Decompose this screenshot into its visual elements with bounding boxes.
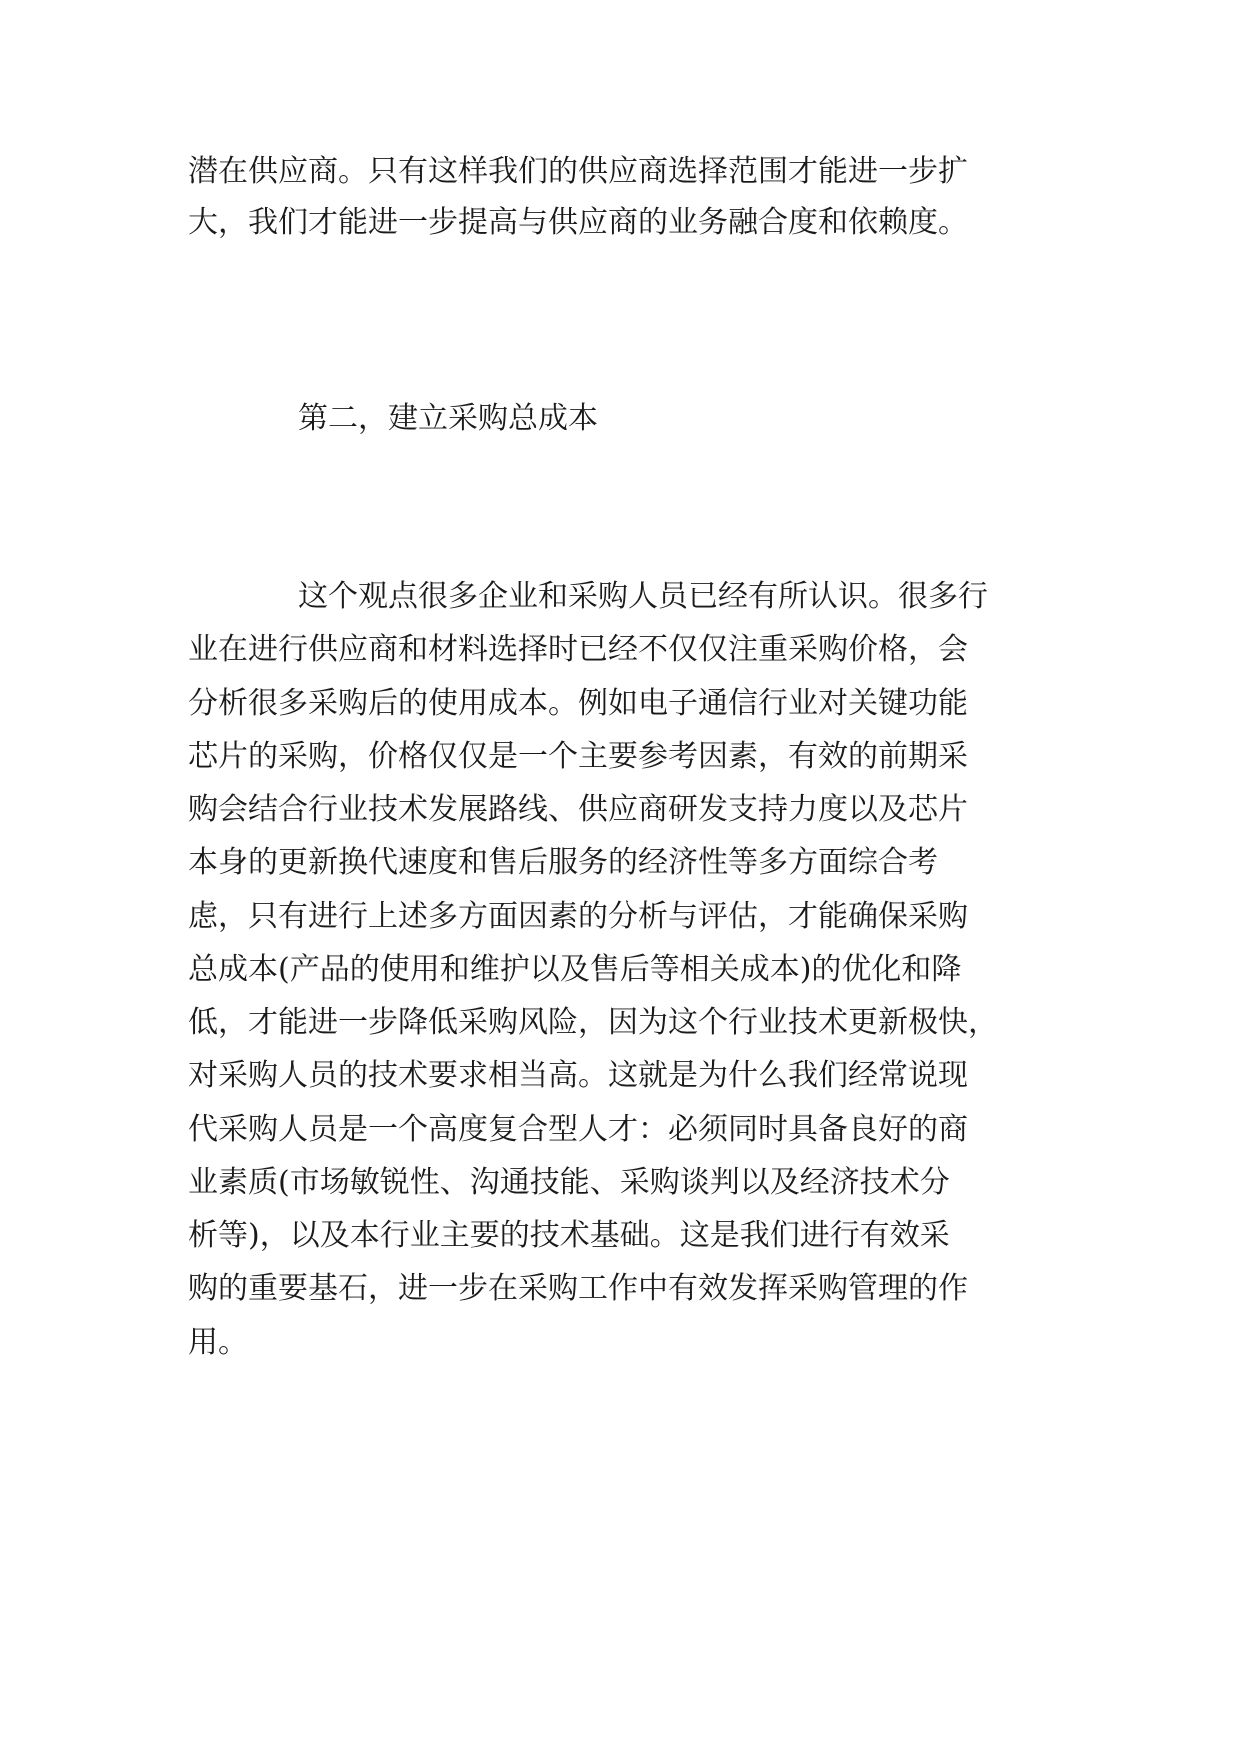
section-heading: 第二，建立采购总成本 xyxy=(298,401,598,436)
paragraph-line: 大，我们才能进一步提高与供应商的业务融合度和依赖度。 xyxy=(188,205,968,240)
paragraph-line: 业在进行供应商和材料选择时已经不仅仅注重采购价格，会 xyxy=(188,632,968,667)
paragraph-line: 分析很多采购后的使用成本。例如电子通信行业对关键功能 xyxy=(188,686,968,721)
paragraph-line: 购的重要基石，进一步在采购工作中有效发挥采购管理的作 xyxy=(188,1271,968,1306)
paragraph-line: 芯片的采购，价格仅仅是一个主要参考因素，有效的前期采 xyxy=(188,739,968,774)
paragraph-line: 本身的更新换代速度和售后服务的经济性等多方面综合考 xyxy=(188,845,938,880)
paragraph-line: 业素质(市场敏锐性、沟通技能、采购谈判以及经济技术分 xyxy=(188,1165,950,1200)
paragraph-line: 购会结合行业技术发展路线、供应商研发支持力度以及芯片 xyxy=(188,792,968,827)
paragraph-line: 对采购人员的技术要求相当高。这就是为什么我们经常说现 xyxy=(188,1058,968,1093)
paragraph-line: 用。 xyxy=(188,1325,248,1360)
paragraph-line: 虑，只有进行上述多方面因素的分析与评估，才能确保采购 xyxy=(188,899,968,934)
paragraph-line: 总成本(产品的使用和维护以及售后等相关成本)的优化和降 xyxy=(188,952,962,987)
paragraph-line: 低，才能进一步降低采购风险，因为这个行业技术更新极快， xyxy=(188,1005,998,1040)
paragraph-line: 代采购人员是一个高度复合型人才：必须同时具备良好的商 xyxy=(188,1112,968,1147)
paragraph-line: 这个观点很多企业和采购人员已经有所认识。很多行 xyxy=(298,579,988,614)
paragraph-line: 潜在供应商。只有这样我们的供应商选择范围才能进一步扩 xyxy=(188,154,968,189)
paragraph-line: 析等)，以及本行业主要的技术基础。这是我们进行有效采 xyxy=(188,1218,950,1253)
